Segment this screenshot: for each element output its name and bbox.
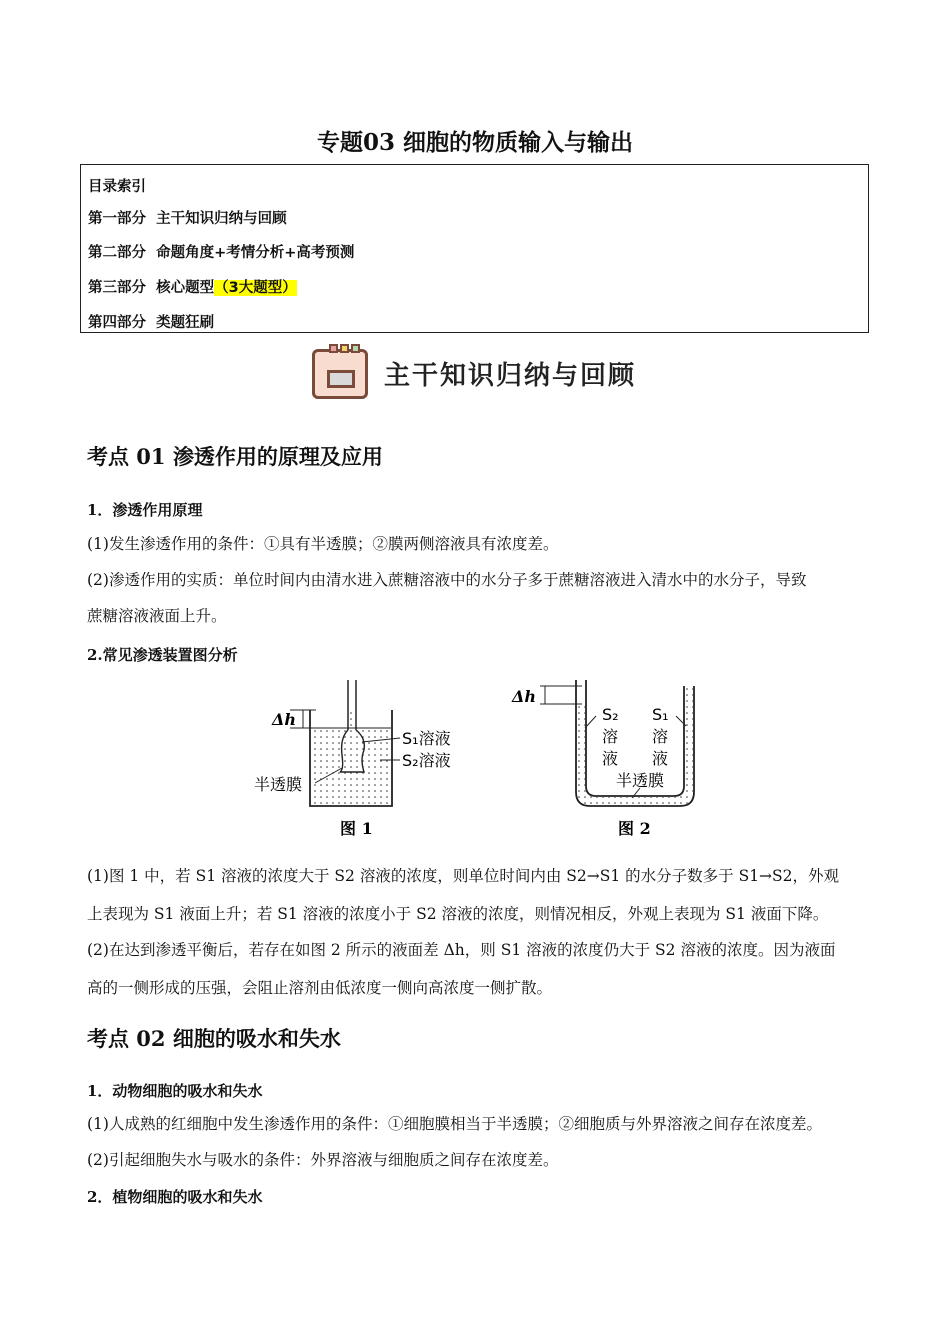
toc-text: 命题角度+考情分析+高考预测 [156, 245, 355, 261]
membrane-label-1: 半透膜 [254, 775, 303, 794]
subheading: 1．渗透作用原理 [87, 501, 203, 519]
s1-solution-label: S₁溶液 [402, 729, 451, 748]
section-heading-1: 考点 01 渗透作用的原理及应用 [87, 444, 383, 469]
notebook-icon [312, 349, 368, 399]
dh-label-1: Δh [272, 710, 297, 729]
figure-1-caption: 图 1 [340, 819, 373, 838]
toc-row-2[interactable] [88, 241, 354, 262]
toc-row-1[interactable] [88, 207, 287, 228]
subheading: 2．植物细胞的吸水和失水 [87, 1188, 263, 1206]
paragraph: 上表现为 S1 液面上升；若 S1 溶液的浓度小于 S2 溶液的浓度，则情况相反，外观上表现为 S1 液面下降。 [87, 905, 829, 923]
toc-part: 第二部分 [88, 245, 146, 261]
paragraph: (1)图 1 中，若 S1 溶液的浓度大于 S2 溶液的浓度，则单位时间内由 S2→S1 的水分子数多于 S1→S2，外观 [87, 867, 840, 885]
paragraph: 蔗糖溶液液面上升。 [87, 607, 227, 625]
table-of-contents [80, 164, 869, 333]
osmosis-figure [240, 680, 710, 840]
dh-label-2: Δh [512, 687, 537, 706]
rong-left: 溶 [602, 727, 619, 746]
ye-right: 液 [652, 749, 669, 768]
subheading: 2.常见渗透装置图分析 [87, 646, 238, 664]
toc-part: 第一部分 [88, 211, 146, 227]
paragraph: (1)发生渗透作用的条件：①具有半透膜；②膜两侧溶液具有浓度差。 [87, 535, 559, 553]
section-heading-2: 考点 02 细胞的吸水和失水 [87, 1026, 341, 1051]
toc-row-3[interactable] [88, 276, 297, 297]
toc-text: 类题狂刷 [156, 315, 215, 331]
paragraph: (2)在达到渗透平衡后，若存在如图 2 所示的液面差 Δh，则 S1 溶液的浓度仍大于 S2 溶液的浓度。因为液面 [87, 941, 836, 959]
toc-part: 第四部分 [88, 315, 146, 331]
paragraph: (2)引起细胞失水与吸水的条件：外界溶液与细胞质之间存在浓度差。 [87, 1151, 559, 1169]
page-title: 专题03 细胞的物质输入与输出 [316, 129, 633, 156]
s2-solution-label: S₂溶液 [402, 751, 451, 770]
s1-label: S₁ [652, 705, 669, 724]
toc-heading: 目录索引 [88, 179, 146, 195]
subheading: 1．动物细胞的吸水和失水 [87, 1082, 263, 1100]
paragraph: (2)渗透作用的实质：单位时间内由清水进入蔗糖溶液中的水分子多于蔗糖溶液进入清水中的水分子，导致 [87, 571, 807, 589]
toc-text: 核心题型 [156, 280, 215, 296]
membrane-label-2: 半透膜 [616, 771, 665, 790]
paragraph: (1)人成熟的红细胞中发生渗透作用的条件：①细胞膜相当于半透膜；②细胞质与外界溶液之间存在浓度差。 [87, 1115, 822, 1133]
figure-2-caption: 图 2 [618, 819, 651, 838]
banner-title: 主干知识归纳与回顾 [384, 361, 637, 391]
toc-highlight: （3大题型） [214, 280, 297, 296]
toc-text: 主干知识归纳与回顾 [156, 211, 287, 227]
rong-right: 溶 [652, 727, 669, 746]
toc-row-4[interactable] [88, 311, 214, 332]
toc-part: 第三部分 [88, 280, 146, 296]
figure-1-apparatus [290, 680, 400, 806]
s2-label: S₂ [602, 705, 619, 724]
ye-left: 液 [602, 749, 619, 768]
paragraph: 高的一侧形成的压强，会阻止溶剂由低浓度一侧向高浓度一侧扩散。 [87, 979, 553, 997]
section-banner [312, 349, 642, 405]
